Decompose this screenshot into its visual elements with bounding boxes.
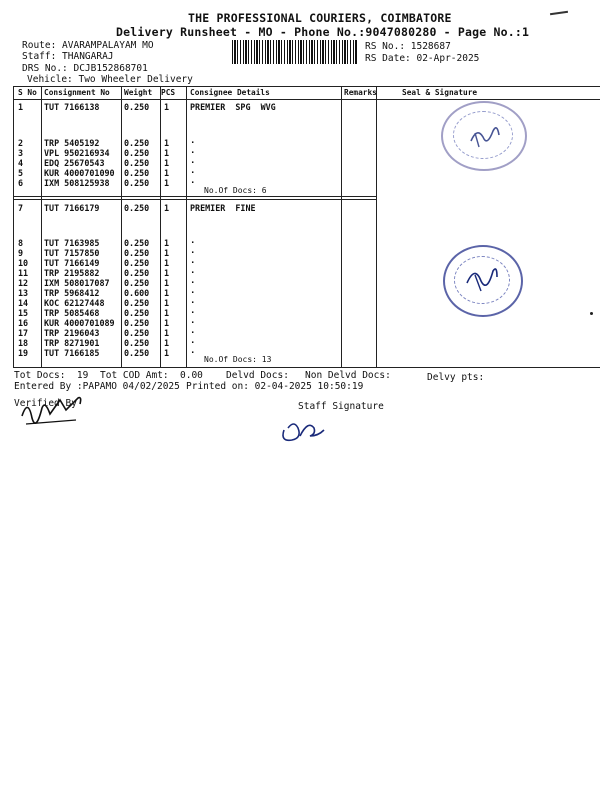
row-pcs: 1 <box>164 102 170 112</box>
consignee-details: PREMIER FINE <box>190 203 256 213</box>
row-weight: 0.250 <box>124 348 150 358</box>
row-marker-icon: . <box>190 276 196 286</box>
route-label: Route: AVARAMPALAYAM MO <box>22 40 154 51</box>
margin-mark-icon <box>590 312 593 315</box>
row-serial-number: 9 <box>18 248 24 258</box>
row-consignment-number: TRP 2195882 <box>44 268 100 278</box>
row-pcs: 1 <box>164 318 170 328</box>
row-consignment-number: KUR 4000701089 <box>44 318 115 328</box>
row-weight: 0.250 <box>124 268 150 278</box>
delivered-docs-label: Delvd Docs: <box>226 370 289 381</box>
rs-no-label: RS No.: 1528687 <box>365 41 451 52</box>
row-consignment-number: IXM 508125938 <box>44 178 110 188</box>
row-weight: 0.250 <box>124 318 150 328</box>
row-weight: 0.250 <box>124 258 150 268</box>
staff-label: Staff: THANGARAJ <box>22 51 114 62</box>
row-consignment-number: TUT 7157850 <box>44 248 100 258</box>
row-consignment-number: KOC 62127448 <box>44 298 105 308</box>
doc-count: No.Of Docs: 6 <box>204 186 267 195</box>
total-cod-value: 0.00 <box>180 370 203 381</box>
row-serial-number: 7 <box>18 203 24 213</box>
row-pcs: 1 <box>164 278 170 288</box>
row-consignment-number: TRP 5405192 <box>44 138 100 148</box>
row-consignment-number: TRP 8271901 <box>44 338 100 348</box>
row-weight: 0.250 <box>124 102 150 112</box>
row-marker-icon: . <box>190 316 196 326</box>
row-serial-number: 17 <box>18 328 29 338</box>
row-pcs: 1 <box>164 268 170 278</box>
verifier-signature-icon <box>18 394 108 430</box>
row-consignment-number: EDQ 25670543 <box>44 158 105 168</box>
row-serial-number: 3 <box>18 148 24 158</box>
row-consignment-number: TRP 5968412 <box>44 288 100 298</box>
row-pcs: 1 <box>164 148 170 158</box>
company-title: THE PROFESSIONAL COURIERS, COIMBATORE <box>188 11 452 25</box>
row-consignment-number: TUT 7166179 <box>44 203 100 213</box>
staff-signature-icon <box>276 410 336 444</box>
row-marker-icon: . <box>190 246 196 256</box>
row-pcs: 1 <box>164 338 170 348</box>
total-docs: Tot Docs: 19 <box>14 370 89 381</box>
row-serial-number: 1 <box>18 102 24 112</box>
row-serial-number: 11 <box>18 268 29 278</box>
row-serial-number: 18 <box>18 338 29 348</box>
col-header-consignee: Consignee Details <box>190 88 270 97</box>
row-marker-icon: . <box>190 236 196 246</box>
row-marker-icon: . <box>190 166 196 176</box>
col-header-sno: S No <box>18 88 37 97</box>
row-weight: 0.250 <box>124 248 150 258</box>
row-pcs: 1 <box>164 158 170 168</box>
row-serial-number: 16 <box>18 318 29 328</box>
col-header-seal: Seal & Signature <box>402 88 478 97</box>
row-consignment-number: TUT 7166138 <box>44 102 100 112</box>
row-consignment-number: TUT 7163985 <box>44 238 100 248</box>
row-marker-icon: . <box>190 176 196 186</box>
row-pcs: 1 <box>164 328 170 338</box>
row-pcs: 1 <box>164 138 170 148</box>
row-serial-number: 6 <box>18 178 24 188</box>
row-serial-number: 8 <box>18 238 24 248</box>
seal-stamp-icon <box>441 101 527 171</box>
row-consignment-number: VPL 950216934 <box>44 148 110 158</box>
signature-scribble-icon <box>443 103 525 169</box>
row-serial-number: 15 <box>18 308 29 318</box>
col-header-remarks: Remarks <box>344 88 377 97</box>
row-serial-number: 14 <box>18 298 29 308</box>
row-marker-icon: . <box>190 296 196 306</box>
row-serial-number: 13 <box>18 288 29 298</box>
row-weight: 0.250 <box>124 238 150 248</box>
pen-mark-icon <box>550 11 568 15</box>
row-pcs: 1 <box>164 203 170 213</box>
col-header-weight: Weight <box>124 88 153 97</box>
row-pcs: 1 <box>164 258 170 268</box>
row-marker-icon: . <box>190 286 196 296</box>
row-weight: 0.600 <box>124 288 150 298</box>
row-pcs: 1 <box>164 348 170 358</box>
row-pcs: 1 <box>164 298 170 308</box>
entered-by: Entered By :PAPAMO 04/02/2025 <box>14 381 180 392</box>
row-weight: 0.250 <box>124 138 150 148</box>
doc-count: No.Of Docs: 13 <box>204 355 272 364</box>
row-consignment-number: IXM 508017087 <box>44 278 110 288</box>
row-weight: 0.250 <box>124 328 150 338</box>
consignee-details: PREMIER SPG WVG <box>190 102 276 112</box>
printed-on: Printed on: 02-04-2025 10:50:19 <box>186 381 364 392</box>
row-marker-icon: . <box>190 256 196 266</box>
runsheet-subtitle: Delivery Runsheet - MO - Phone No.:9047080280 - Page No.:1 <box>116 25 530 39</box>
row-consignment-number: KUR 4000701090 <box>44 168 115 178</box>
verified-by-label: Verified By <box>14 398 77 409</box>
row-weight: 0.250 <box>124 338 150 348</box>
row-serial-number: 10 <box>18 258 29 268</box>
row-weight: 0.250 <box>124 298 150 308</box>
row-weight: 0.250 <box>124 278 150 288</box>
row-marker-icon: . <box>190 156 196 166</box>
row-serial-number: 12 <box>18 278 29 288</box>
row-serial-number: 2 <box>18 138 24 148</box>
delivery-points-label: Delvy pts: <box>427 372 485 383</box>
row-pcs: 1 <box>164 288 170 298</box>
row-pcs: 1 <box>164 168 170 178</box>
seal-stamp-icon <box>443 245 523 317</box>
row-marker-icon: . <box>190 146 196 156</box>
barcode-image <box>232 40 357 64</box>
row-weight: 0.250 <box>124 168 150 178</box>
row-marker-icon: . <box>190 136 196 146</box>
row-pcs: 1 <box>164 308 170 318</box>
row-marker-icon: . <box>190 336 196 346</box>
row-marker-icon: . <box>190 326 196 336</box>
rs-date-label: RS Date: 02-Apr-2025 <box>365 53 480 64</box>
row-marker-icon: . <box>190 266 196 276</box>
row-weight: 0.250 <box>124 178 150 188</box>
row-consignment-number: TRP 5085468 <box>44 308 100 318</box>
staff-signature-label: Staff Signature <box>298 401 384 412</box>
row-pcs: 1 <box>164 248 170 258</box>
drs-label: DRS No.: DCJB152868701 <box>22 63 148 74</box>
row-serial-number: 4 <box>18 158 24 168</box>
total-cod-label: Tot COD Amt: <box>100 370 169 381</box>
row-marker-icon: . <box>190 306 196 316</box>
row-pcs: 1 <box>164 178 170 188</box>
signature-scribble-icon <box>445 247 521 315</box>
row-serial-number: 5 <box>18 168 24 178</box>
row-serial-number: 19 <box>18 348 29 358</box>
col-header-consignment: Consignment No <box>44 88 110 97</box>
vehicle-label: Vehicle: Two Wheeler Delivery <box>27 74 193 85</box>
row-weight: 0.250 <box>124 148 150 158</box>
row-consignment-number: TRP 2196043 <box>44 328 100 338</box>
row-consignment-number: TUT 7166149 <box>44 258 100 268</box>
row-weight: 0.250 <box>124 203 150 213</box>
row-weight: 0.250 <box>124 308 150 318</box>
non-delivered-docs-label: Non Delvd Docs: <box>305 370 391 381</box>
row-pcs: 1 <box>164 238 170 248</box>
col-header-pcs: PCS <box>161 88 176 97</box>
row-consignment-number: TUT 7166185 <box>44 348 100 358</box>
row-weight: 0.250 <box>124 158 150 168</box>
row-marker-icon: . <box>190 346 196 356</box>
